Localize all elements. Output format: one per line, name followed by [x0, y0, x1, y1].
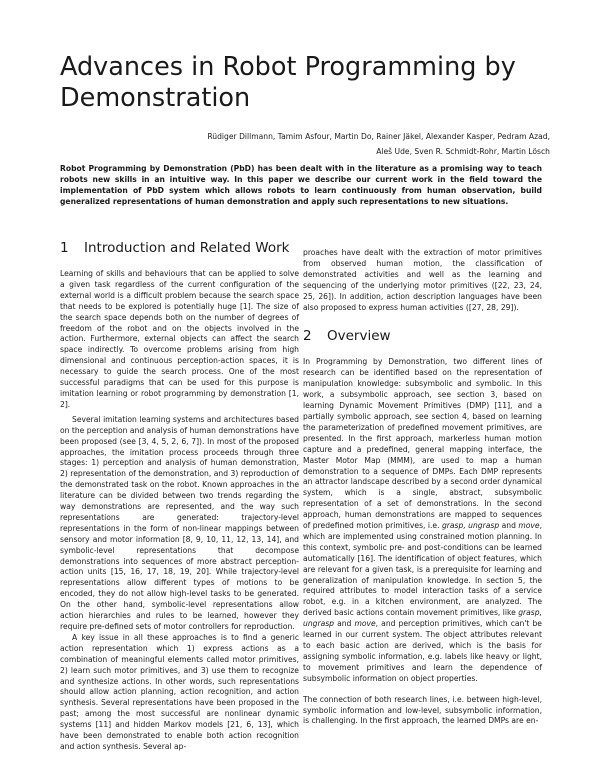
section-2-paragraph-1: [303, 357, 542, 684]
emph-move-2: move: [354, 619, 376, 629]
section-1-paragraph-1: Learning of skills and behaviours that can be applied to solve a given task regardless of the current configuration of the external world is a difficult problem because the search space that needs to be explored is potentially huge [1]. The size of the search space depends both on the number of degrees of freedom of the robot and on the objects involved in the action. Furthermore, external objects can affect the search space indirectly. To overcome problems arising from high dimensional and continuous perception-action spaces, it is necessary to guide the search process. One of the most successful paradigms that can be used for this purpose is imitation learning or robot programming by demonstration [1, 2].: [60, 269, 299, 409]
right-column: [303, 248, 542, 727]
section-1-heading: [60, 240, 299, 256]
paper-title: Advances in Robot Programming by Demonstration: [60, 52, 516, 113]
section-1-paragraph-3: A key issue in all these approaches is to find a generic action representation which 1) express actions as a combination of meaningful elements called motor primitives, 2) learn such motor primitives, and 3) use them to recognize and synthesize actions. In other words, such representations should allow action planning, action recognition, and action synthesis. Several representations have been proposed in the past; among the most successful are nonlinear dynamic systems [11] and hidden Markov models [21, 6, 13], which have been demonstrated to enable both action recognition and action synthesis. Several ap-: [60, 632, 299, 751]
section-2-heading: [303, 328, 542, 344]
emph-move: move: [518, 521, 540, 531]
left-column: [60, 240, 299, 753]
section-2-p1-part-b: , which are implemented using constrained motion planning. In this context, symbolic pre- and post-conditions can be learned automatically [16]. The identification of object features, which are relevant for a given task, is a prerequisite for learning and generalization of manipulation knowledge. In section 5, the required attributes to model interaction tasks of a service robot, e.g. in a kitchen environment, are analyzed. The derived basic actions contain movement primitives, like: [303, 521, 543, 618]
emph-grasp-ungrasp-2: grasp, ungrasp: [303, 608, 542, 629]
abstract: Robot Programming by Demonstration (PbD) has been dealt with in the literature as a promising way to teach robots new skills in an intuitive way. In this paper we describe our current work in the field toward the implementation of PbD system which allows robots to learn continuously from human observation, build generalized representations of human demonstration and apply such representations to new situations.: [60, 164, 542, 206]
authors-line-1: Rüdiger Dillmann, Tamim Asfour, Martin Do, Rainer Jäkel, Alexander Kasper, Pedram Azad,: [207, 132, 550, 141]
section-2-p1-part-a: In Programming by Demonstration, two different lines of research can be identified based on the representation of manipulation knowledge: subsymbolic and symbolic. In this work, a subsymbolic approach, see section 3, based on learning Dynamic Movement Primitives (DMP) [11], and a partially symbolic approach, see section 4, based on learning the parameterization of predefined movement primitives, are presented. In the first approach, markerless human motion capture and a predefined, general mapping interface, the Master Motor Map (MMM), are used to map a human demonstration to a sequence of DMPs. Each DMP represents an attractor landscape described by a second order dynamical system, which is a single, abstract, subsymbolic representation of a set of demonstrations. In the second approach, human demonstrations are mapped to sequences of predefined motion primitives, i.e.: [303, 357, 542, 531]
author-list: [150, 129, 550, 159]
section-2-p1-part-c: , and perception primitives, which can't be learned in our current system. The object attributes relevant to each basic action are derived, which is the basis for assigning symbolic information, e.g. labels like heavy or light, to movement primitives and learn the dependence of subsymbolic information on object properties.: [303, 619, 542, 683]
emph-grasp-ungrasp: grasp, ungrasp: [441, 521, 500, 531]
section-2-number: 2: [303, 328, 312, 345]
section-1-paragraph-3-continued: proaches have dealt with the extraction of motor primitives from observed human motion, the classification of demonstrated activities and well as the learning and sequencing of the underlying motor primitives ([22, 23, 24, 25, 26]). In addition, action description languages have been also proposed to express human activities ([27, 28, 29]).: [303, 248, 542, 312]
and-word-2: and: [337, 619, 352, 629]
section-1-paragraph-2: Several imitation learning systems and architectures based on the perception and analysis of human demonstrations have been proposed (see [3, 4, 5, 2, 6, 7]). In most of the proposed approaches, the imitation process proceeds through three stages: 1) perception and analysis of human demonstration, 2) representation of the demonstration, and 3) reproduction of the demonstrated task on the robot. Known approaches in the literature can be divided between two trends regarding the way demonstrations are represented, and the way such representations are generated: trajectory-level representations in the form of non-linear mappings between sensory and motor information [8, 9, 10, 11, 12, 13, 14], and symbolic-level representations that decompose demonstrations into sequences of more abstract perception-action units [15, 16, 17, 18, 19, 20]. While trajectory-level representations allow different types of motions to be encoded, they do not allow high-level tasks to be generated. On the other hand, symbolic-level representations allow action hierarchies and rules to be learned, however they require pre-defined sets of motor controllers for reproduction.: [60, 414, 299, 631]
section-2-title: Overview: [327, 328, 391, 345]
and-word: and: [501, 521, 516, 531]
section-1-title: Introduction and Related Work: [84, 240, 290, 256]
section-2-paragraph-2: The connection of both research lines, i.e. between high-level, symbolic information and low-level, subsymbolic information, is challenging. In the first approach, the learned DMPs are en-: [303, 694, 542, 726]
section-1-number: 1: [60, 240, 69, 256]
authors-line-2: Aleš Ude, Sven R. Schmidt-Rohr, Martin Lösch: [376, 147, 550, 156]
